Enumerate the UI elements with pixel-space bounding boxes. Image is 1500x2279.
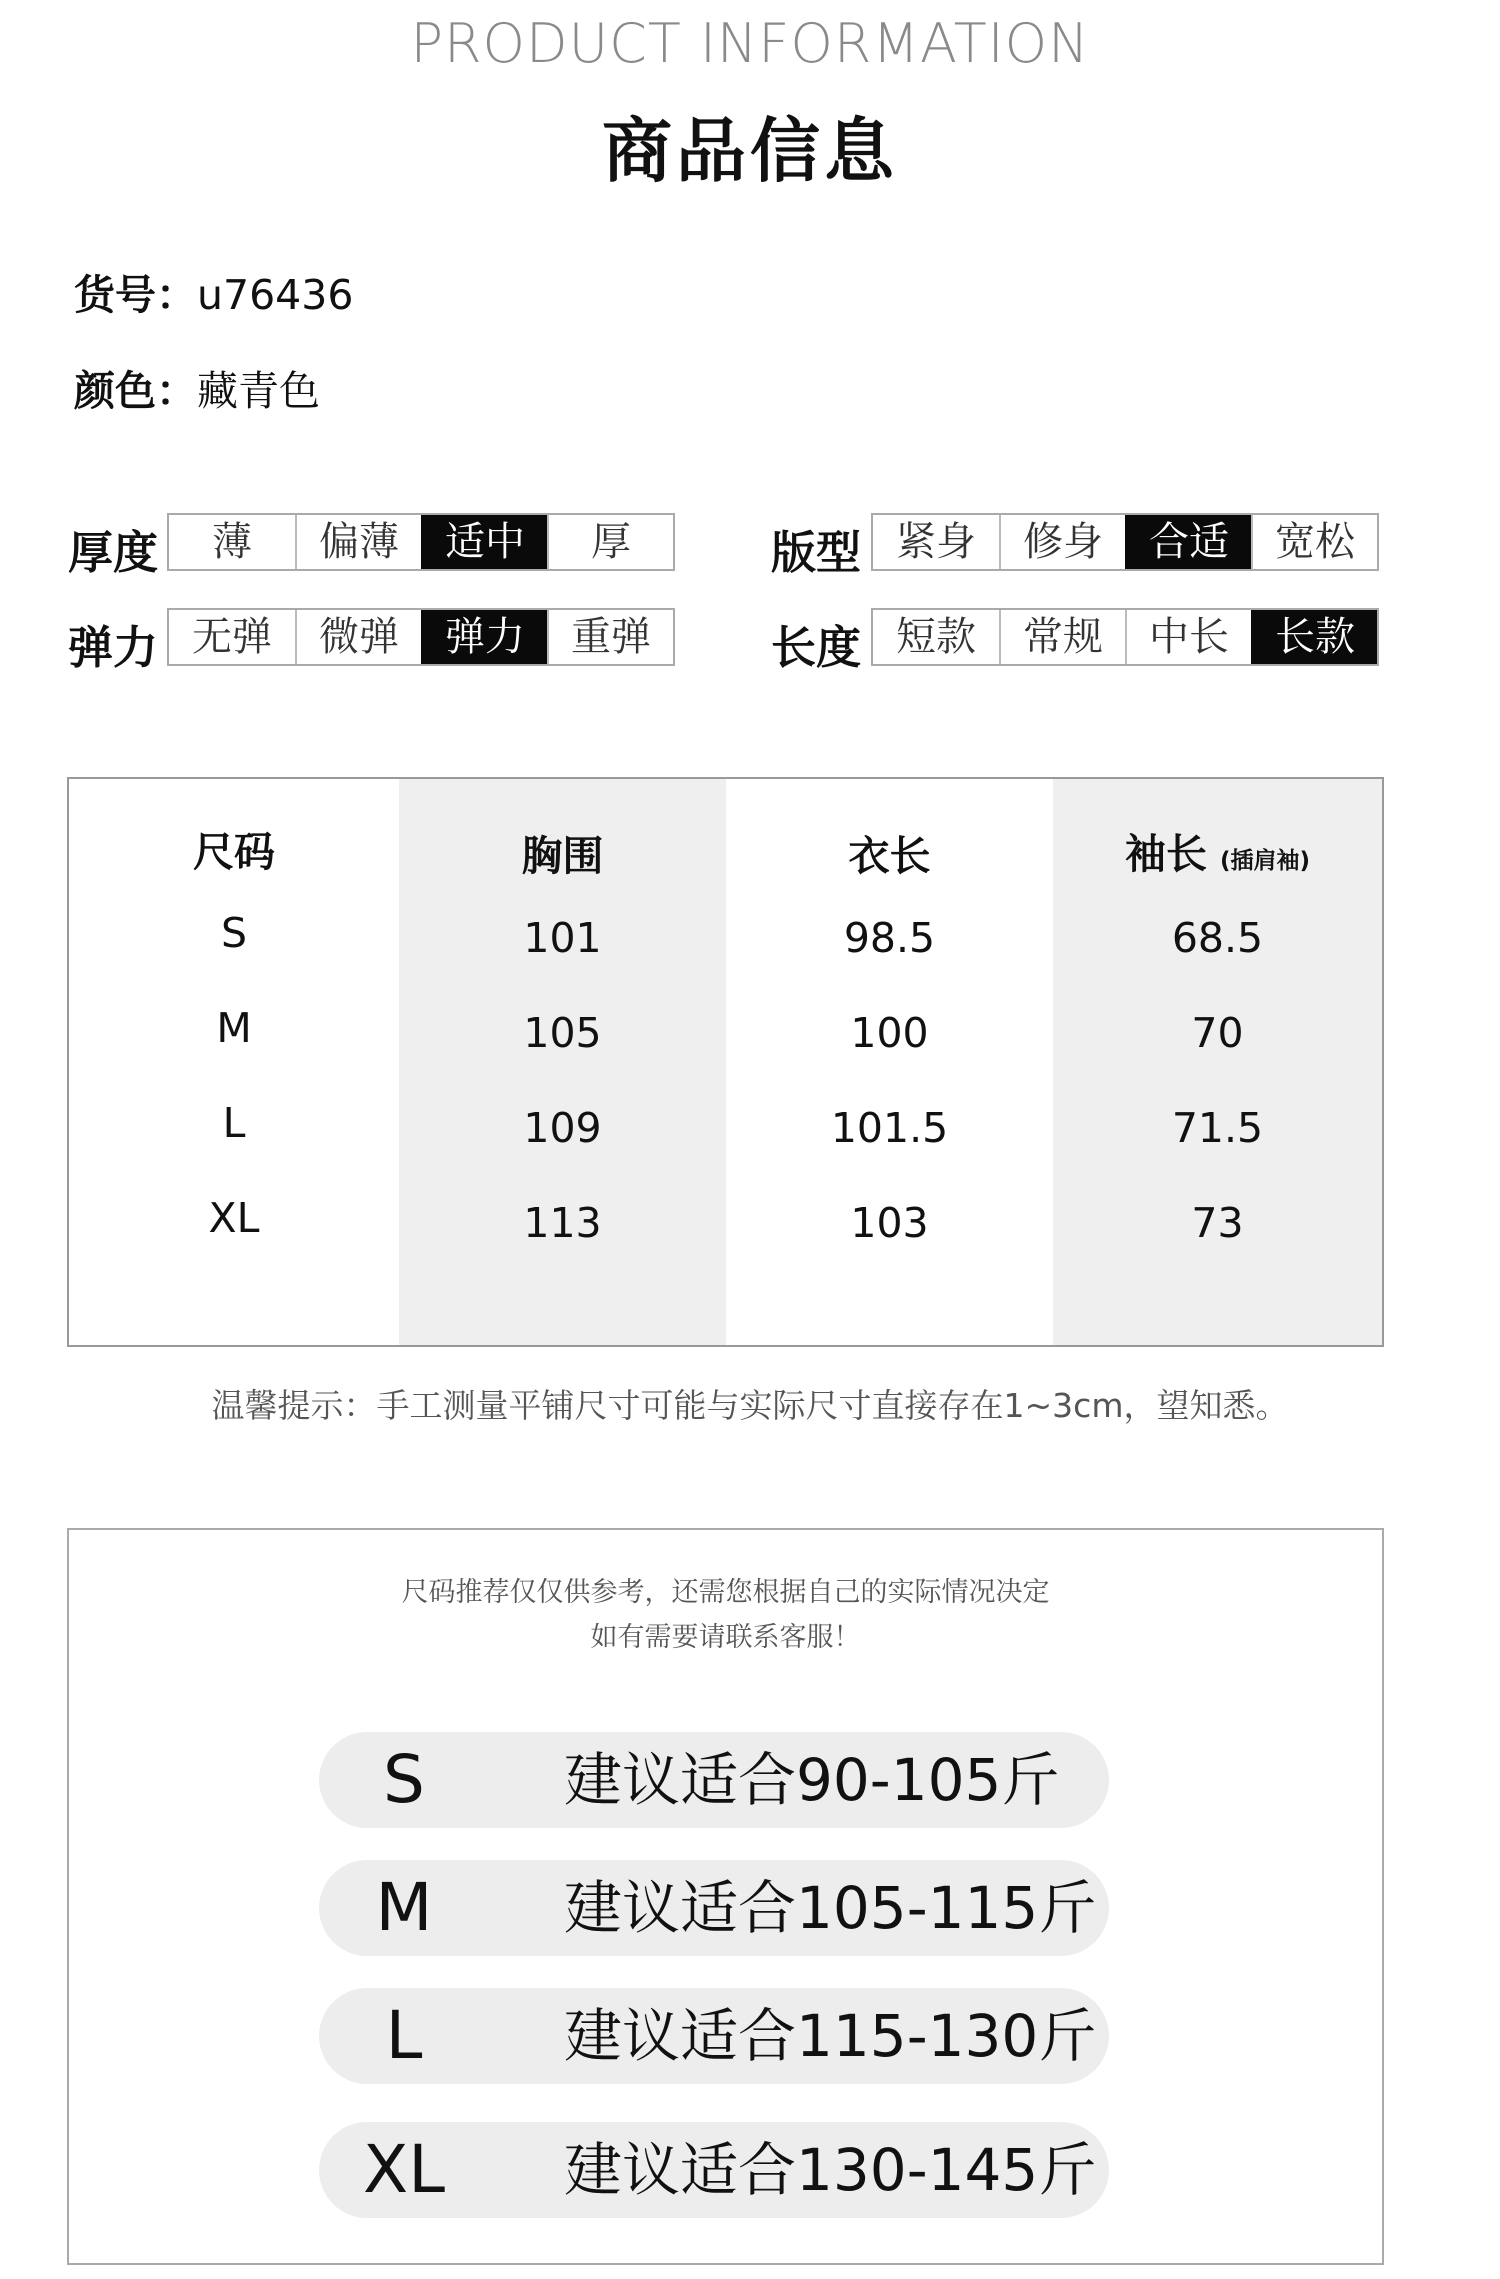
- recommend-item: [319, 1988, 1109, 2084]
- length-column: [726, 779, 1053, 1345]
- table-cell: 101.5: [830, 1104, 949, 1152]
- sleeve-note: (插肩袖): [1220, 848, 1311, 874]
- table-cell: 68.5: [1171, 914, 1264, 962]
- sleeve-column: [1053, 779, 1382, 1345]
- recommend-range: 建议适合115-130斤: [564, 2002, 1097, 2070]
- size-table: [67, 777, 1384, 1347]
- recommend-item: [319, 1732, 1109, 1828]
- fit-label: 版型: [771, 526, 862, 579]
- table-cell: 98.5: [843, 914, 936, 962]
- table-cell: L: [222, 1099, 246, 1147]
- size-column: [69, 779, 399, 1345]
- length-option: 常规: [999, 610, 1125, 664]
- elasticity-option: 弹力: [421, 610, 547, 664]
- table-header: 胸围: [521, 832, 604, 880]
- thickness-option: 适中: [421, 515, 547, 569]
- table-cell: 109: [523, 1104, 602, 1152]
- recommend-size: XL: [363, 2131, 445, 2208]
- fit-option: 合适: [1125, 515, 1251, 569]
- elasticity-options: [167, 608, 675, 666]
- table-cell: 105: [523, 1009, 602, 1057]
- length-option: 短款: [896, 614, 976, 660]
- sku-line: [74, 262, 353, 321]
- measurement-tip: 温馨提示：手工测量平铺尺寸可能与实际尺寸直接存在1~3cm，望知悉。: [211, 1386, 1289, 1425]
- thickness-label: 厚度: [68, 526, 159, 579]
- recommend-range: 建议适合130-145斤: [564, 2136, 1097, 2204]
- fit-option: 宽松: [1251, 515, 1377, 569]
- table-cell: XL: [208, 1194, 260, 1242]
- table-cell: 101: [523, 914, 602, 962]
- sleeve-header: [1053, 821, 1382, 880]
- length-options: [871, 608, 1379, 666]
- length-option: 中长: [1125, 610, 1251, 664]
- table-cell: M: [216, 1004, 252, 1052]
- size-recommendation-panel: [67, 1528, 1384, 2265]
- fit-option: 紧身: [896, 519, 976, 565]
- recommend-item: [319, 2122, 1109, 2218]
- color-value: 藏青色: [197, 367, 320, 415]
- recommend-note: 尺码推荐仅仅供参考，还需您根据自己的实际情况决定: [401, 1577, 1050, 1608]
- table-header: 袖长: [1124, 830, 1207, 878]
- recommend-range: 建议适合105-115斤: [564, 1874, 1097, 1942]
- table-header: 衣长: [848, 832, 931, 880]
- recommend-note: 如有需要请联系客服！: [590, 1622, 861, 1653]
- thickness-option: 厚: [547, 515, 673, 569]
- elasticity-option: 无弹: [192, 614, 272, 660]
- title-english: PRODUCT INFORMATION: [410, 12, 1090, 75]
- elasticity-option: 微弹: [295, 610, 421, 664]
- fit-options: [871, 513, 1379, 571]
- table-cell: 71.5: [1171, 1104, 1264, 1152]
- elasticity-label: 弹力: [68, 621, 159, 674]
- elasticity-option: 重弹: [547, 610, 673, 664]
- table-cell: 100: [850, 1009, 929, 1057]
- recommend-size: L: [385, 1997, 423, 2074]
- sku-label: 货号：: [74, 271, 197, 319]
- recommend-size: M: [375, 1869, 433, 1946]
- table-cell: 103: [850, 1199, 929, 1247]
- recommend-size: S: [383, 1741, 425, 1818]
- thickness-option: 偏薄: [295, 515, 421, 569]
- length-option: 长款: [1251, 610, 1377, 664]
- title-chinese: 商品信息: [602, 110, 898, 192]
- color-label: 颜色：: [74, 367, 197, 415]
- chest-column: [399, 779, 726, 1345]
- table-header: 尺码: [193, 828, 275, 876]
- sku-value: u76436: [197, 271, 354, 319]
- table-cell: 70: [1191, 1009, 1244, 1057]
- thickness-options: [167, 513, 675, 571]
- length-label: 长度: [771, 621, 862, 674]
- recommend-range: 建议适合90-105斤: [564, 1746, 1060, 1814]
- recommend-item: [319, 1860, 1109, 1956]
- table-cell: 113: [523, 1199, 602, 1247]
- fit-option: 修身: [999, 515, 1125, 569]
- table-cell: S: [220, 909, 248, 957]
- table-cell: 73: [1191, 1199, 1244, 1247]
- thickness-option: 薄: [212, 519, 252, 565]
- color-line: [74, 358, 320, 417]
